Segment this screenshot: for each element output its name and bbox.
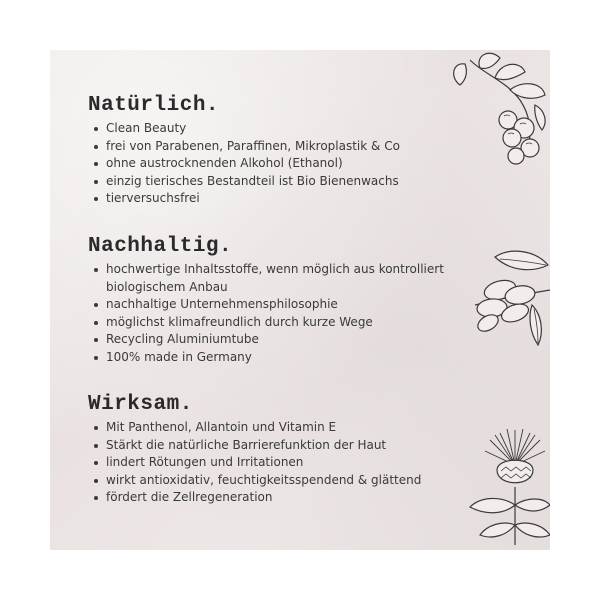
list-item: wirkt antioxidativ, feuchtigkeitsspendend & glättend — [88, 472, 488, 490]
thistle-flower-icon — [465, 425, 550, 550]
section-heading: Natürlich. — [88, 94, 220, 117]
bullet-icon — [94, 180, 98, 184]
feature-list — [88, 419, 488, 507]
list-item: möglichst klimafreundlich durch kurze Wege — [88, 314, 488, 332]
section-heading: Wirksam. — [88, 393, 193, 416]
bullet-icon — [94, 127, 98, 131]
bullet-icon — [94, 461, 98, 465]
bullet-icon — [94, 356, 98, 360]
list-item: Mit Panthenol, Allantoin und Vitamin E — [88, 419, 488, 437]
list-item: Recycling Aluminiumtube — [88, 331, 488, 349]
list-item: hochwertige Inhaltsstoffe, wenn möglich aus kontrolliert biologischem Anbau — [88, 261, 476, 296]
bullet-icon — [94, 444, 98, 448]
list-item: frei von Parabenen, Paraffinen, Mikroplastik & Co — [88, 138, 488, 156]
section-nachhaltig — [88, 235, 488, 366]
bullet-icon — [94, 145, 98, 149]
list-item: ohne austrocknenden Alkohol (Ethanol) — [88, 155, 488, 173]
list-item: lindert Rötungen und Irritationen — [88, 454, 488, 472]
list-item: Stärkt die natürliche Barrierefunktion der Haut — [88, 437, 488, 455]
bullet-icon — [94, 321, 98, 325]
bullet-icon — [94, 496, 98, 500]
bullet-icon — [94, 338, 98, 342]
section-natuerlich — [88, 94, 488, 208]
bullet-icon — [94, 197, 98, 201]
bullet-icon — [94, 479, 98, 483]
section-wirksam — [88, 393, 488, 507]
list-item: Clean Beauty — [88, 120, 488, 138]
section-heading: Nachhaltig. — [88, 235, 233, 258]
list-item: fördert die Zellregeneration — [88, 489, 488, 507]
bullet-icon — [94, 303, 98, 307]
bullet-icon — [94, 268, 98, 272]
feature-list — [88, 120, 488, 208]
olive-branch-icon — [470, 245, 550, 350]
list-item: einzig tierisches Bestandteil ist Bio Bienenwachs — [88, 173, 488, 191]
list-item: 100% made in Germany — [88, 349, 488, 367]
list-item: tierversuchsfrei — [88, 190, 488, 208]
berry-branch-icon — [450, 50, 550, 175]
feature-list — [88, 261, 488, 366]
info-card — [50, 50, 550, 550]
list-item: nachhaltige Unternehmensphilosophie — [88, 296, 488, 314]
bullet-icon — [94, 426, 98, 430]
bullet-icon — [94, 162, 98, 166]
